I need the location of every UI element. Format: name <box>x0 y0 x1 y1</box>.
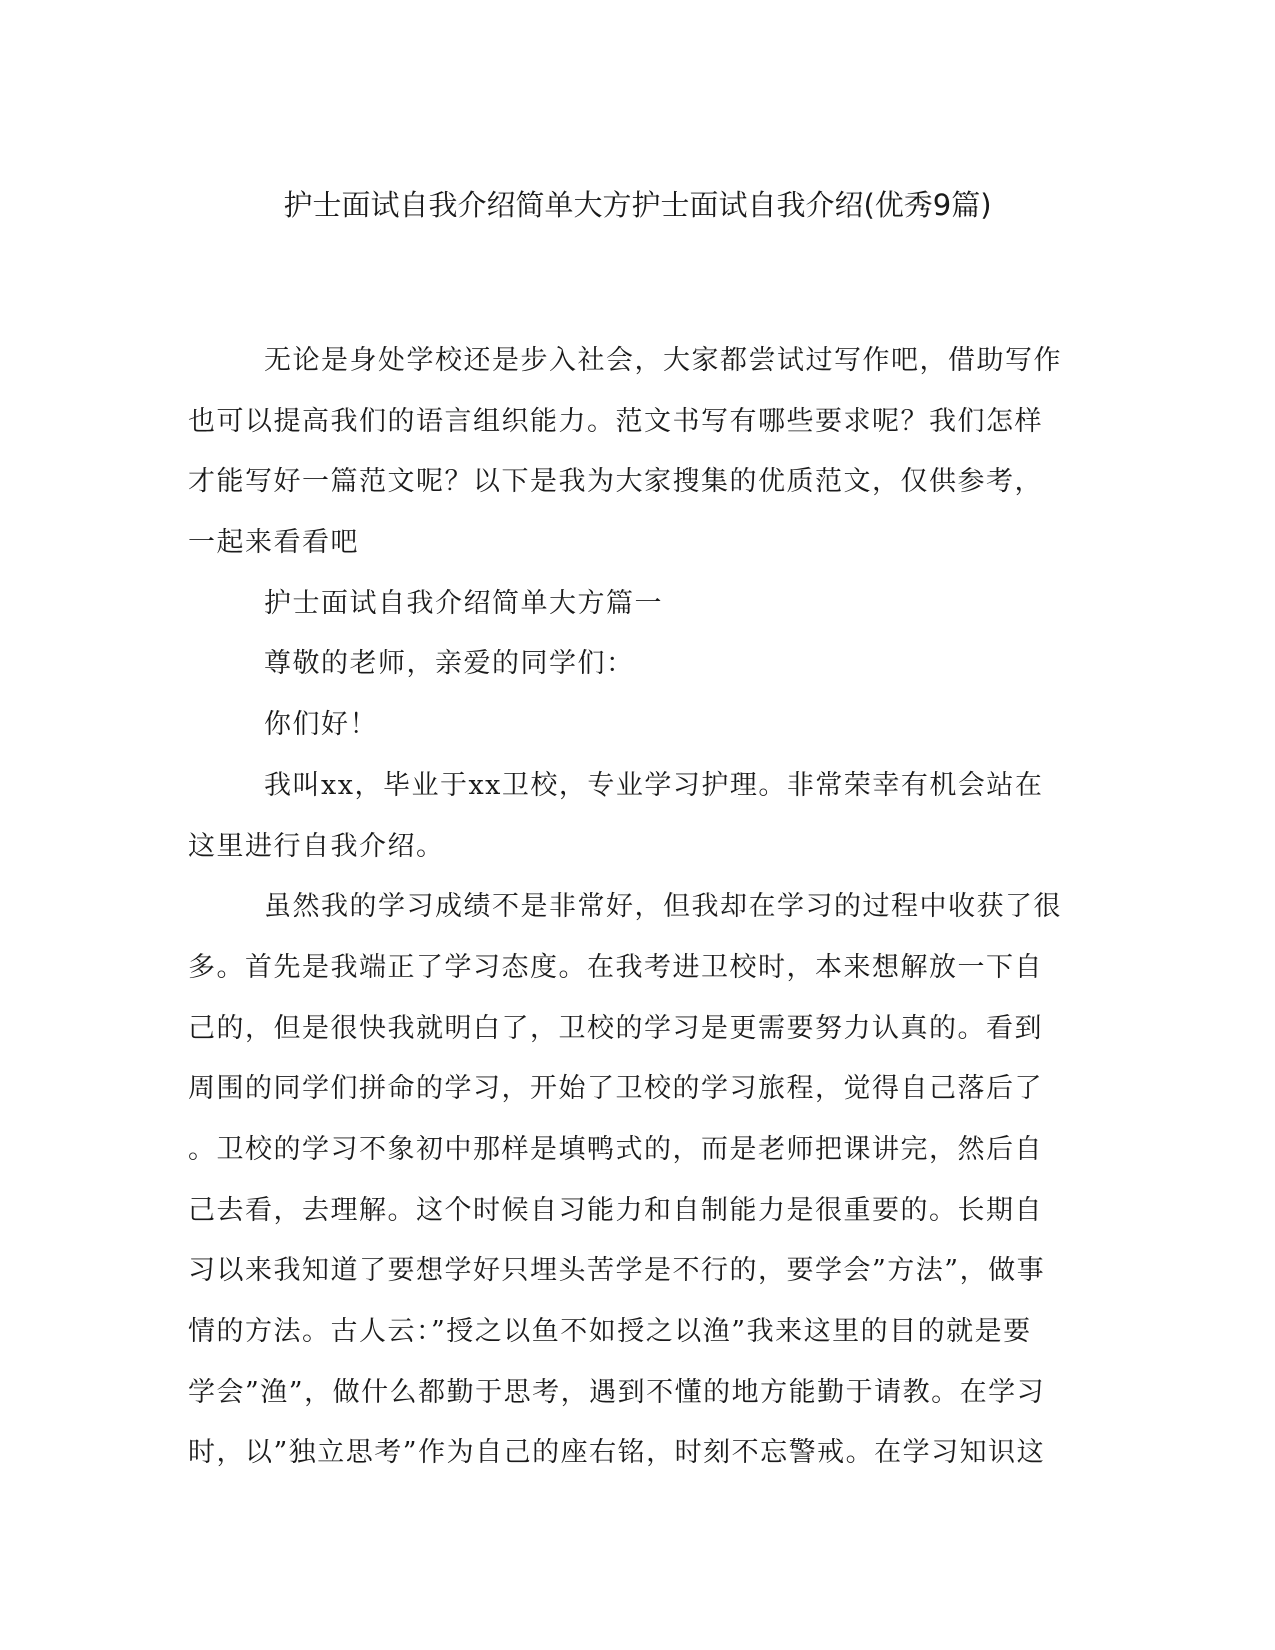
text-line: 时，以”独立思考”作为自己的座右铭，时刻不忘警戒。在学习知识这 <box>188 1437 1046 1469</box>
salutation: 尊敬的老师，亲爱的同学们： <box>264 648 635 680</box>
text-line: 习以来我知道了要想学好只埋头苦学是不行的，要学会”方法”，做事 <box>188 1255 1046 1287</box>
section-heading: 护士面试自我介绍简单大方篇一 <box>264 587 663 619</box>
text-line: 这里进行自我介绍。 <box>188 830 445 862</box>
text-line: 己的，但是很快我就明白了，卫校的学习是更需要努力认真的。看到 <box>188 1012 1043 1044</box>
text-line: 我叫xx，毕业于xx卫校，专业学习护理。非常荣幸有机会站在 <box>264 769 1044 801</box>
text-line: 也可以提高我们的语言组织能力。范文书写有哪些要求呢？我们怎样 <box>188 405 1043 437</box>
document-body <box>188 331 1088 1484</box>
text-line: 虽然我的学习成绩不是非常好，但我却在学习的过程中收获了很 <box>264 891 1062 923</box>
text-line: 多。首先是我端正了学习态度。在我考进卫校时，本来想解放一下自 <box>188 951 1043 983</box>
text-line: 无论是身处学校还是步入社会，大家都尝试过写作吧，借助写作 <box>264 345 1062 376</box>
text-line: 学会”渔”，做什么都勤于思考，遇到不懂的地方能勤于请教。在学习 <box>188 1376 1046 1408</box>
document-title: 护士面试自我介绍简单大方护士面试自我介绍(优秀9篇) <box>283 188 992 222</box>
text-line: 才能写好一篇范文呢？以下是我为大家搜集的优质范文，仅供参考， <box>188 466 1043 498</box>
text-line: 情的方法。古人云：”授之以鱼不如授之以渔”我来这里的目的就是要 <box>188 1316 1032 1347</box>
text-line: 一起来看看吧 <box>188 527 359 559</box>
text-line: 周围的同学们拼命的学习，开始了卫校的学习旅程，觉得自己落后了 <box>188 1073 1043 1105</box>
greeting: 你们好！ <box>264 709 378 741</box>
text-line: 。卫校的学习不象初中那样是填鸭式的，而是老师把课讲完，然后自 <box>188 1133 1043 1165</box>
text-line: 己去看，去理解。这个时候自习能力和自制能力是很重要的。长期自 <box>188 1194 1043 1226</box>
